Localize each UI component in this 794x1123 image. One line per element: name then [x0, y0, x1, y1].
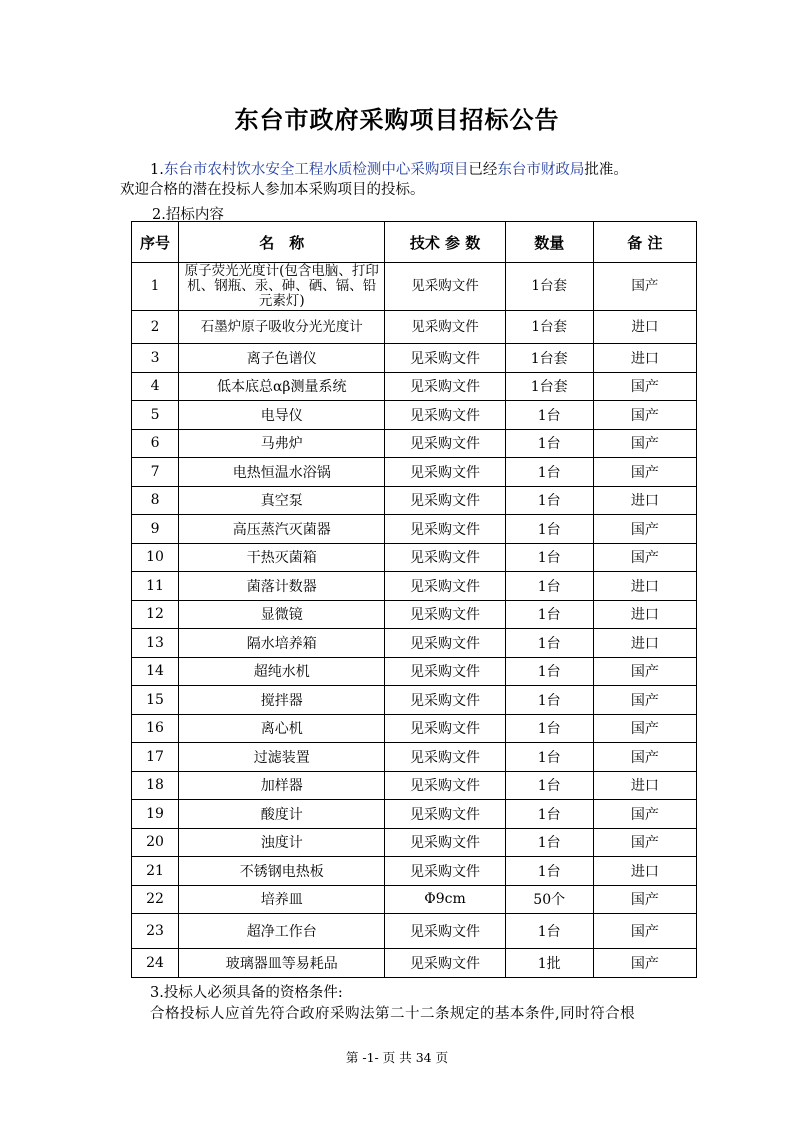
cell-quantity: 1台套	[505, 311, 593, 344]
table-row	[132, 949, 697, 978]
cell-quantity: 50个	[505, 885, 593, 914]
cell-remarks: 国产	[593, 686, 696, 715]
table-row	[132, 515, 697, 544]
cell-serial: 18	[132, 771, 179, 800]
cell-tech-params: 见采购文件	[385, 949, 505, 978]
table-row	[132, 857, 697, 886]
cell-quantity: 1台	[505, 714, 593, 743]
bid-items-table	[131, 221, 697, 978]
cell-tech-params: Φ9cm	[385, 885, 505, 914]
cell-name: 低本底总αβ测量系统	[179, 372, 385, 401]
header-name: 名 称	[179, 222, 385, 263]
table-row	[132, 686, 697, 715]
cell-tech-params: 见采购文件	[385, 914, 505, 949]
table-row	[132, 572, 697, 601]
cell-tech-params: 见采购文件	[385, 686, 505, 715]
cell-tech-params: 见采购文件	[385, 857, 505, 886]
cell-tech-params: 见采购文件	[385, 344, 505, 373]
table-header-row	[132, 222, 697, 263]
cell-name: 干热灭菌箱	[179, 543, 385, 572]
cell-quantity: 1台套	[505, 344, 593, 373]
cell-remarks: 国产	[593, 458, 696, 487]
cell-remarks: 国产	[593, 429, 696, 458]
cell-tech-params: 见采购文件	[385, 771, 505, 800]
table-row	[132, 344, 697, 373]
cell-quantity: 1台	[505, 771, 593, 800]
cell-tech-params: 见采购文件	[385, 401, 505, 430]
cell-name: 石墨炉原子吸收分光光度计	[179, 311, 385, 344]
cell-quantity: 1台	[505, 458, 593, 487]
cell-quantity: 1批	[505, 949, 593, 978]
cell-remarks: 国产	[593, 949, 696, 978]
cell-serial: 14	[132, 657, 179, 686]
cell-remarks: 进口	[593, 771, 696, 800]
cell-remarks: 国产	[593, 885, 696, 914]
cell-quantity: 1台	[505, 800, 593, 829]
cell-remarks: 国产	[593, 743, 696, 772]
cell-quantity: 1台	[505, 401, 593, 430]
cell-quantity: 1台	[505, 828, 593, 857]
cell-remarks: 国产	[593, 914, 696, 949]
cell-quantity: 1台	[505, 686, 593, 715]
cell-serial: 17	[132, 743, 179, 772]
cell-quantity: 1台	[505, 515, 593, 544]
intro-paragraph	[120, 160, 720, 200]
cell-serial: 10	[132, 543, 179, 572]
cell-remarks: 国产	[593, 543, 696, 572]
section-3-body: 合格投标人应首先符合政府采购法第二十二条规定的基本条件,同时符合根	[150, 1006, 636, 1022]
cell-remarks: 进口	[593, 572, 696, 601]
cell-name: 电热恒温水浴锅	[179, 458, 385, 487]
header-quantity: 数量	[505, 222, 593, 263]
cell-remarks: 进口	[593, 486, 696, 515]
cell-serial: 20	[132, 828, 179, 857]
cell-tech-params: 见采购文件	[385, 657, 505, 686]
cell-name: 高压蒸汽灭菌器	[179, 515, 385, 544]
table-row	[132, 429, 697, 458]
table-row	[132, 828, 697, 857]
cell-quantity: 1台	[505, 600, 593, 629]
cell-remarks: 进口	[593, 629, 696, 658]
cell-tech-params: 见采购文件	[385, 572, 505, 601]
cell-serial: 22	[132, 885, 179, 914]
cell-remarks: 国产	[593, 263, 696, 311]
table-row	[132, 743, 697, 772]
table-row	[132, 263, 697, 311]
cell-remarks: 国产	[593, 401, 696, 430]
cell-name: 马弗炉	[179, 429, 385, 458]
cell-quantity: 1台	[505, 543, 593, 572]
table-row	[132, 600, 697, 629]
cell-quantity: 1台	[505, 914, 593, 949]
cell-serial: 3	[132, 344, 179, 373]
cell-quantity: 1台套	[505, 372, 593, 401]
section-3-heading: 3.投标人必须具备的资格条件:	[150, 985, 343, 1001]
cell-name: 酸度计	[179, 800, 385, 829]
cell-serial: 8	[132, 486, 179, 515]
cell-remarks: 国产	[593, 657, 696, 686]
cell-name: 显微镜	[179, 600, 385, 629]
table-row	[132, 543, 697, 572]
cell-serial: 7	[132, 458, 179, 487]
table-row	[132, 914, 697, 949]
section-2-heading: 2.招标内容	[152, 207, 224, 223]
cell-name: 真空泵	[179, 486, 385, 515]
header-serial: 序号	[132, 222, 179, 263]
table-row	[132, 458, 697, 487]
cell-name: 离心机	[179, 714, 385, 743]
cell-name: 过滤装置	[179, 743, 385, 772]
cell-serial: 6	[132, 429, 179, 458]
cell-remarks: 进口	[593, 311, 696, 344]
cell-serial: 23	[132, 914, 179, 949]
cell-name: 电导仪	[179, 401, 385, 430]
cell-name: 玻璃器皿等易耗品	[179, 949, 385, 978]
cell-serial: 9	[132, 515, 179, 544]
cell-serial: 2	[132, 311, 179, 344]
cell-quantity: 1台	[505, 657, 593, 686]
page-footer: 第 -1- 页 共 34 页	[345, 1050, 449, 1065]
intro-number: 1.	[150, 162, 164, 178]
cell-tech-params: 见采购文件	[385, 372, 505, 401]
cell-tech-params: 见采购文件	[385, 828, 505, 857]
header-tech-params: 技术 参 数	[385, 222, 505, 263]
cell-name: 浊度计	[179, 828, 385, 857]
table-row	[132, 657, 697, 686]
cell-serial: 19	[132, 800, 179, 829]
cell-name: 培养皿	[179, 885, 385, 914]
table-row	[132, 714, 697, 743]
cell-remarks: 国产	[593, 828, 696, 857]
cell-remarks: 国产	[593, 800, 696, 829]
table-row	[132, 629, 697, 658]
cell-quantity: 1台	[505, 429, 593, 458]
table-row	[132, 885, 697, 914]
project-name: 东台市农村饮水安全工程水质检测中心采购项目	[163, 162, 469, 178]
document-title: 东台市政府采购项目招标公告	[234, 105, 560, 134]
cell-quantity: 1台	[505, 629, 593, 658]
approval-authority: 东台市财政局	[497, 162, 585, 178]
cell-name: 搅拌器	[179, 686, 385, 715]
cell-tech-params: 见采购文件	[385, 714, 505, 743]
header-remarks: 备 注	[593, 222, 696, 263]
cell-serial: 13	[132, 629, 179, 658]
intro-mid: 已经	[468, 162, 498, 178]
intro-line2: 欢迎合格的潜在投标人参加本采购项目的投标。	[120, 182, 425, 198]
cell-serial: 21	[132, 857, 179, 886]
cell-remarks: 国产	[593, 372, 696, 401]
table-row	[132, 800, 697, 829]
cell-remarks: 国产	[593, 515, 696, 544]
cell-name: 超净工作台	[179, 914, 385, 949]
cell-tech-params: 见采购文件	[385, 311, 505, 344]
cell-serial: 12	[132, 600, 179, 629]
cell-tech-params: 见采购文件	[385, 486, 505, 515]
cell-serial: 11	[132, 572, 179, 601]
cell-quantity: 1台	[505, 743, 593, 772]
cell-remarks: 进口	[593, 344, 696, 373]
table-row	[132, 486, 697, 515]
cell-tech-params: 见采购文件	[385, 600, 505, 629]
cell-name: 原子荧光光度计(包含电脑、打印机、钢瓶、汞、砷、硒、镉、铅元素灯)	[179, 263, 385, 311]
cell-serial: 15	[132, 686, 179, 715]
cell-remarks: 进口	[593, 600, 696, 629]
cell-tech-params: 见采购文件	[385, 515, 505, 544]
cell-tech-params: 见采购文件	[385, 743, 505, 772]
cell-tech-params: 见采购文件	[385, 543, 505, 572]
intro-end: 批准。	[584, 162, 628, 178]
cell-tech-params: 见采购文件	[385, 429, 505, 458]
cell-serial: 24	[132, 949, 179, 978]
table-row	[132, 372, 697, 401]
cell-quantity: 1台套	[505, 263, 593, 311]
cell-remarks: 进口	[593, 857, 696, 886]
cell-quantity: 1台	[505, 857, 593, 886]
cell-tech-params: 见采购文件	[385, 629, 505, 658]
cell-name: 离子色谱仪	[179, 344, 385, 373]
cell-name: 不锈钢电热板	[179, 857, 385, 886]
cell-name: 菌落计数器	[179, 572, 385, 601]
cell-tech-params: 见采购文件	[385, 458, 505, 487]
cell-quantity: 1台	[505, 572, 593, 601]
cell-name: 隔水培养箱	[179, 629, 385, 658]
cell-tech-params: 见采购文件	[385, 263, 505, 311]
table-row	[132, 771, 697, 800]
cell-name: 超纯水机	[179, 657, 385, 686]
table-row	[132, 311, 697, 344]
cell-remarks: 国产	[593, 714, 696, 743]
cell-tech-params: 见采购文件	[385, 800, 505, 829]
table-row	[132, 401, 697, 430]
cell-serial: 1	[132, 263, 179, 311]
cell-serial: 4	[132, 372, 179, 401]
cell-serial: 16	[132, 714, 179, 743]
cell-quantity: 1台	[505, 486, 593, 515]
cell-serial: 5	[132, 401, 179, 430]
cell-name: 加样器	[179, 771, 385, 800]
